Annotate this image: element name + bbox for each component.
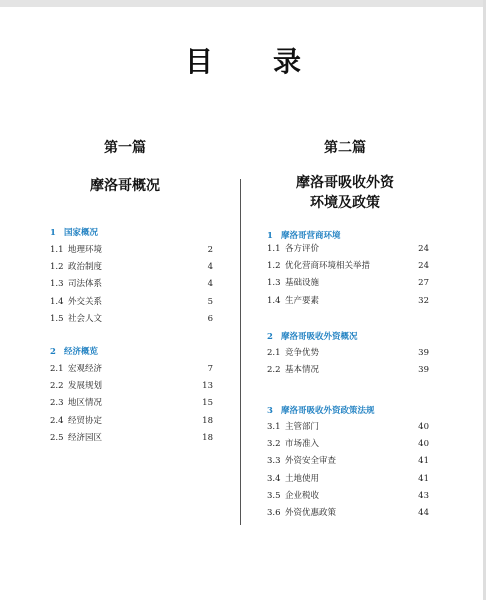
title-char-2: 录 — [273, 45, 302, 78]
left-chapter-heading — [50, 226, 98, 238]
right-entry-page-number: 24 — [418, 244, 429, 254]
entry-index: 1.3 — [267, 278, 281, 289]
entry-title: 竞争优势 — [285, 348, 320, 358]
left-entry-page-number: 5 — [207, 296, 213, 307]
left-part-title: 摩洛哥概况 — [90, 178, 160, 194]
left-toc-entry — [50, 363, 102, 375]
right-entry-page-number: 24 — [418, 261, 429, 272]
right-toc-entry — [267, 438, 319, 450]
right-entry-page-number: 27 — [418, 278, 429, 289]
entry-title: 生产要素 — [285, 295, 320, 306]
left-entry-page-number: 7 — [207, 364, 213, 374]
entry-index: 1.4 — [50, 296, 64, 307]
entry-title: 各方评价 — [285, 244, 320, 254]
chapter-number: 1 — [50, 228, 56, 238]
left-entry-page-number: 18 — [202, 432, 213, 443]
left-toc-entry — [50, 415, 102, 427]
page-top-edge — [0, 0, 486, 7]
chapter-number: 1 — [267, 231, 273, 241]
entry-index: 3.1 — [267, 422, 281, 432]
right-entry-page-number: 41 — [418, 456, 429, 467]
left-toc-entry — [50, 380, 102, 392]
right-chapter-heading — [267, 229, 341, 241]
entry-index: 3.5 — [267, 490, 281, 501]
chapter-title: 摩洛哥营商环境 — [281, 231, 341, 241]
entry-title: 经贸协定 — [68, 415, 103, 426]
entry-index: 2.2 — [267, 365, 281, 376]
right-entry-page-number: 39 — [418, 365, 429, 376]
entry-title: 主管部门 — [285, 422, 320, 432]
entry-index: 1.1 — [50, 245, 64, 255]
right-toc-entry — [267, 490, 319, 502]
left-entry-page-number: 13 — [202, 381, 213, 392]
entry-index: 2.4 — [50, 415, 64, 426]
chapter-number: 3 — [267, 406, 273, 416]
right-toc-entry — [267, 421, 319, 433]
right-entry-page-number: 39 — [418, 348, 429, 358]
entry-title: 宏观经济 — [68, 364, 103, 374]
entry-title: 市场准入 — [285, 439, 320, 450]
left-toc-entry — [50, 244, 102, 256]
right-toc-entry — [267, 507, 336, 519]
entry-index: 2.1 — [50, 364, 64, 374]
left-toc-entry — [50, 313, 102, 325]
right-toc-entry — [267, 455, 336, 467]
chapter-title: 国家概况 — [64, 228, 99, 238]
entry-index: 1.4 — [267, 295, 281, 306]
left-entry-page-number: 15 — [202, 398, 213, 409]
left-entry-page-number: 18 — [202, 415, 213, 426]
entry-index: 2.5 — [50, 432, 64, 443]
chapter-title: 摩洛哥吸收外资政策法规 — [281, 406, 375, 416]
entry-index: 1.5 — [50, 313, 64, 324]
right-entry-page-number: 40 — [418, 422, 429, 432]
right-part-title — [270, 173, 420, 213]
right-entry-page-number: 41 — [418, 473, 429, 484]
left-toc-entry — [50, 397, 102, 409]
left-entry-page-number: 4 — [207, 279, 213, 290]
entry-index: 2.2 — [50, 381, 64, 392]
entry-title: 地区情况 — [68, 398, 103, 409]
entry-title: 土地使用 — [285, 473, 320, 484]
page-title — [0, 40, 486, 80]
entry-title: 发展规划 — [68, 381, 103, 392]
right-part-label: 第二篇 — [324, 140, 366, 156]
left-part-label: 第一篇 — [104, 140, 146, 156]
right-part-title-line-2: 环境及政策 — [310, 195, 380, 211]
entry-title: 外资优惠政策 — [285, 508, 337, 518]
chapter-title: 经济概览 — [64, 347, 99, 357]
right-entry-page-number: 40 — [418, 439, 429, 450]
entry-index: 3.4 — [267, 473, 281, 484]
entry-title: 优化营商环境相关举措 — [285, 261, 371, 272]
chapter-number: 2 — [50, 347, 56, 357]
left-toc-entry — [50, 261, 102, 273]
right-toc-entry — [267, 364, 319, 376]
entry-index: 1.2 — [267, 261, 281, 272]
entry-index: 3.2 — [267, 439, 281, 450]
left-entry-page-number: 6 — [207, 313, 213, 324]
entry-index: 3.6 — [267, 508, 281, 518]
right-toc-entry — [267, 473, 319, 485]
entry-title: 社会人文 — [68, 313, 103, 324]
entry-title: 企业税收 — [285, 490, 320, 501]
left-entry-page-number: 4 — [207, 262, 213, 273]
right-chapter-heading — [267, 404, 375, 416]
column-divider — [240, 179, 241, 525]
right-toc-entry — [267, 347, 319, 359]
entry-index: 2.3 — [50, 398, 64, 409]
entry-index: 3.3 — [267, 456, 281, 467]
entry-title: 地理环境 — [68, 245, 103, 255]
right-toc-entry — [267, 295, 319, 307]
right-toc-entry — [267, 243, 319, 255]
entry-title: 外交关系 — [68, 296, 103, 307]
entry-title: 政治制度 — [68, 262, 103, 273]
chapter-title: 摩洛哥吸收外资概况 — [281, 332, 358, 342]
chapter-number: 2 — [267, 332, 273, 342]
left-entry-page-number: 2 — [207, 245, 213, 255]
title-char-1: 目 — [184, 45, 213, 78]
entry-index: 1.1 — [267, 244, 281, 254]
right-toc-entry — [267, 277, 319, 289]
right-entry-page-number: 43 — [418, 490, 429, 501]
entry-index: 1.3 — [50, 279, 64, 290]
right-part-title-line-1: 摩洛哥吸收外资 — [296, 175, 394, 191]
left-toc-entry — [50, 432, 102, 444]
left-toc-entry — [50, 296, 102, 308]
entry-title: 基本情况 — [285, 365, 320, 376]
right-entry-page-number: 32 — [418, 295, 429, 306]
right-toc-entry — [267, 260, 370, 272]
left-chapter-heading — [50, 345, 98, 357]
entry-title: 经济园区 — [68, 432, 103, 443]
right-entry-page-number: 44 — [418, 508, 429, 518]
entry-title: 基础设施 — [285, 278, 320, 289]
right-chapter-heading — [267, 330, 358, 342]
entry-index: 2.1 — [267, 348, 281, 358]
entry-title: 外资安全审查 — [285, 456, 337, 467]
entry-title: 司法体系 — [68, 279, 103, 290]
left-toc-entry — [50, 278, 102, 290]
entry-index: 1.2 — [50, 262, 64, 273]
